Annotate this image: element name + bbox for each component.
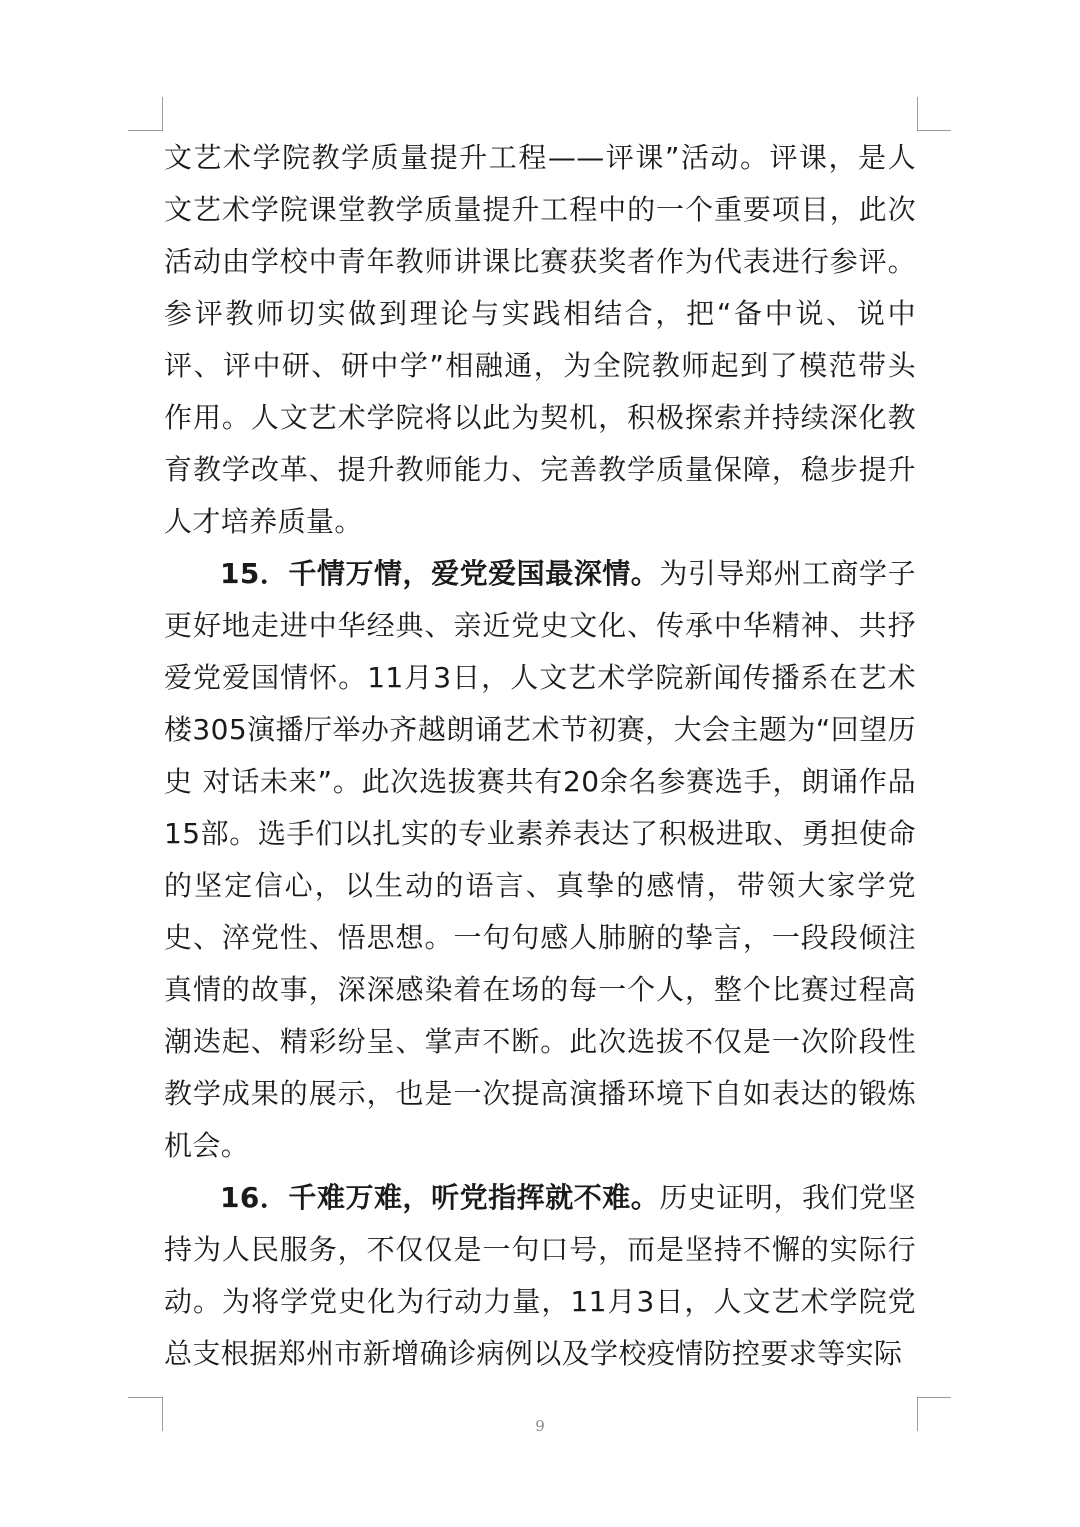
page-number: 9 [535, 1417, 545, 1435]
paragraph-text: 为引导郑州工商学子更好地走进中华经典、亲近党史文化、传承中华精神、共抒爱党爱国情怀。11月3日，人文艺术学院新闻传播系在艺术楼305演播厅举办齐越朗诵艺术节初赛，大会主题为“回望历史 对话未来”。此次选拔赛共有20余名参赛选手，朗诵作品15部。选手们以扎实的专业素养表达了积极进取、勇担使命的坚定信心，以生动的语言、真挚的感情，带领大家学党史、淬党性、悟思想。一句句感人肺腑的挚言，一段段倾注真情的故事，深深感染着在场的每一个人，整个比赛过程高潮迭起、精彩纷呈、掌声不断。此次选拔不仅是一次阶段性教学成果的展示，也是一次提高演播环境下自如表达的锻炼机会。 [164, 557, 916, 1162]
document-body [164, 132, 916, 1380]
paragraph-item-15 [164, 548, 916, 1172]
crop-mark-top-left-horizontal [128, 130, 162, 131]
paragraph-text: 历史证明，我们党坚持为人民服务，不仅仅是一句口号，而是坚持不懈的实际行动。为将学党史化为行动力量，11月3日，人文艺术学院党总支根据郑州市新增确诊病例以及学校疫情防控要求等实际 [164, 1181, 916, 1370]
crop-mark-bottom-left-horizontal [128, 1397, 162, 1398]
crop-mark-top-right-vertical [917, 97, 918, 131]
paragraph-heading: 15．千情万情，爱党爱国最深情。 [220, 557, 660, 590]
paragraph-item-16 [164, 1172, 916, 1380]
paragraph-heading: 16．千难万难，听党指挥就不难。 [220, 1181, 660, 1214]
crop-mark-top-left-vertical [162, 97, 163, 131]
paragraph-continued [164, 132, 916, 548]
crop-mark-top-right-horizontal [917, 130, 951, 131]
paragraph-text: 文艺术学院教学质量提升工程——评课”活动。评课，是人文艺术学院课堂教学质量提升工程中的一个重要项目，此次活动由学校中青年教师讲课比赛获奖者作为代表进行参评。参评教师切实做到理论与实践相结合，把“备中说、说中评、评中研、研中学”相融通，为全院教师起到了模范带头作用。人文艺术学院将以此为契机，积极探索并持续深化教育教学改革、提升教师能力、完善教学质量保障，稳步提升人才培养质量。 [164, 141, 916, 538]
crop-mark-bottom-right-horizontal [917, 1397, 951, 1398]
